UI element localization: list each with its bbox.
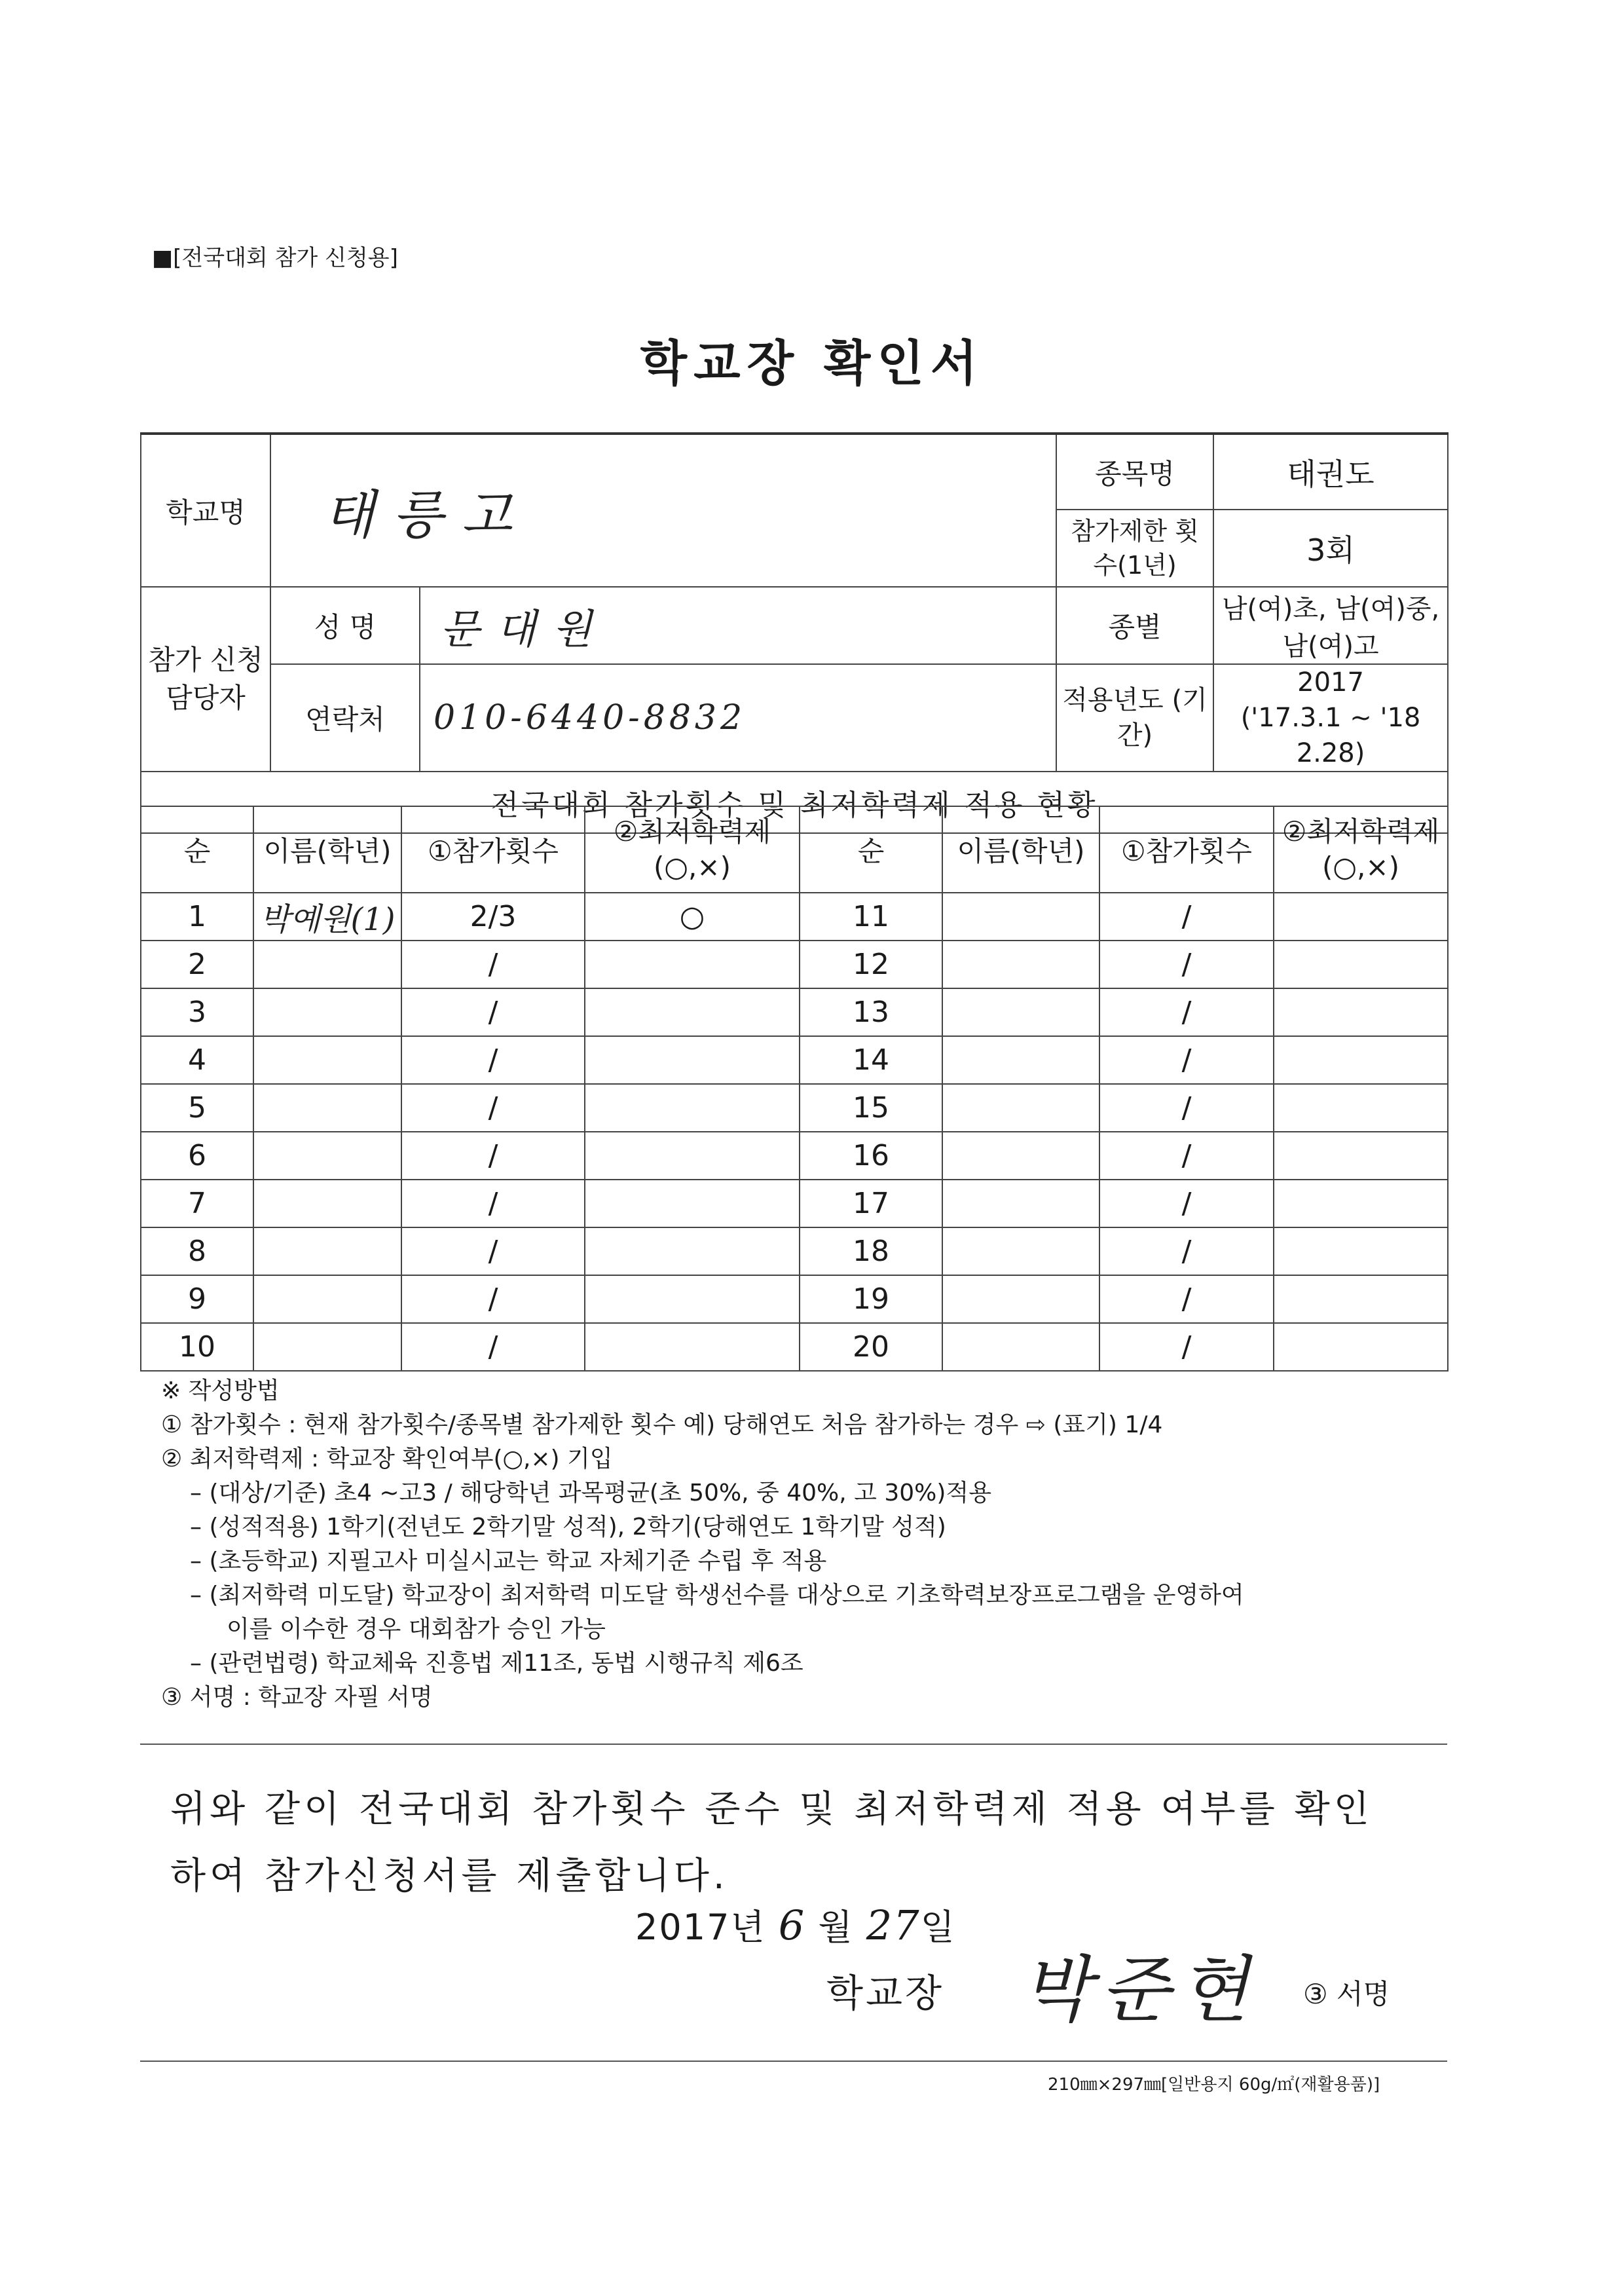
apply-period-value: ('17.3.1 ~ '18 2.28) — [1240, 703, 1421, 768]
note-2-sub-1: – (대상/기준) 초4 ~고3 / 해당학년 과목평균(초 50%, 중 40%, 고 30%)적용 — [190, 1480, 991, 1506]
row-name — [253, 1036, 401, 1084]
row-participation-count: / — [401, 1323, 585, 1371]
row-min-grade — [1274, 941, 1448, 988]
row-number: 4 — [141, 1036, 253, 1084]
row-name — [253, 1227, 401, 1275]
row-min-grade — [1274, 1180, 1448, 1227]
row-min-grade — [1274, 1132, 1448, 1180]
date-month-handwritten: 6 — [778, 1901, 806, 1949]
table-row — [141, 1132, 1448, 1180]
note-2: ② 최저학력제 : 학교장 확인여부(○,×) 기입 — [161, 1446, 613, 1472]
row-name — [253, 1323, 401, 1371]
confirmation-statement — [170, 1776, 1434, 1910]
participation-table — [140, 806, 1449, 1371]
row-min-grade — [1274, 1227, 1448, 1275]
note-2-sub-5: – (관련법령) 학교체육 진흥법 제11조, 동법 시행규칙 제6조 — [190, 1650, 803, 1677]
row-name — [942, 1275, 1099, 1323]
application-form — [140, 432, 1449, 834]
applicant-name-label: 성 명 — [270, 587, 420, 664]
row-number: 18 — [800, 1227, 942, 1275]
table-row — [141, 988, 1448, 1036]
col-header-count: ①참가횟수 — [1099, 806, 1274, 893]
row-number: 6 — [141, 1132, 253, 1180]
applicant-contact-label: 연락처 — [270, 664, 420, 772]
row-min-grade — [1274, 988, 1448, 1036]
apply-year-cell — [1213, 664, 1448, 772]
school-name-value: 태릉고 — [270, 434, 1056, 587]
row-participation-count: / — [1099, 1180, 1274, 1227]
row-participation-count: / — [401, 1036, 585, 1084]
note-2-sub-4: – (최저학력 미도달) 학교장이 최저학력 미도달 학생선수를 대상으로 기초학력보장프로그램을 운영하여 — [190, 1582, 1244, 1609]
row-name — [942, 1132, 1099, 1180]
row-min-grade — [585, 1132, 800, 1180]
row-min-grade — [585, 941, 800, 988]
row-name — [942, 988, 1099, 1036]
table-row — [141, 1323, 1448, 1371]
paper-spec-footer: 210㎜×297㎜[일반용지 60g/㎡(재활용품)] — [1048, 2075, 1380, 2095]
table-row — [141, 1036, 1448, 1084]
row-name — [253, 988, 401, 1036]
row-number: 13 — [800, 988, 942, 1036]
form-tag: ■[전국대회 참가 신청용] — [152, 245, 398, 271]
table-row — [141, 1084, 1448, 1132]
row-participation-count: / — [1099, 893, 1274, 941]
row-min-grade — [585, 1227, 800, 1275]
note-3: ③ 서명 : 학교장 자필 서명 — [161, 1684, 433, 1711]
divider — [140, 1744, 1447, 1745]
row-min-grade — [585, 1275, 800, 1323]
applicant-name-value: 문대원 — [420, 587, 1056, 664]
row-participation-count: / — [1099, 941, 1274, 988]
row-participation-count: 2/3 — [401, 893, 585, 941]
signing-date — [635, 1899, 956, 1950]
applicant-group-label: 참가 신청 담당자 — [141, 587, 270, 772]
date-year: 2017년 — [635, 1907, 766, 1948]
row-participation-count: / — [1099, 1084, 1274, 1132]
row-number: 11 — [800, 893, 942, 941]
section-title: 전국대회 참가횟수 및 최저학력제 적용 현황 — [141, 772, 1448, 833]
participation-limit-value: 3회 — [1213, 510, 1448, 587]
row-min-grade — [1274, 1323, 1448, 1371]
event-label: 종목명 — [1056, 434, 1213, 510]
row-name — [942, 1180, 1099, 1227]
row-number: 12 — [800, 941, 942, 988]
row-min-grade — [585, 1084, 800, 1132]
date-day-label: 일 — [920, 1907, 956, 1948]
row-participation-count: / — [401, 941, 585, 988]
writing-instructions — [161, 1374, 1445, 1715]
row-number: 8 — [141, 1227, 253, 1275]
col-header-min-grade: ②최저학력제 (○,×) — [585, 806, 800, 893]
note-2-sub-3: – (초등학교) 지필고사 미실시교는 학교 자체기준 수립 후 적용 — [190, 1548, 827, 1575]
row-participation-count: / — [401, 1084, 585, 1132]
row-participation-count: / — [1099, 988, 1274, 1036]
row-number: 5 — [141, 1084, 253, 1132]
row-number: 14 — [800, 1036, 942, 1084]
signature-label: ③ 서명 — [1303, 1978, 1390, 2010]
row-name — [253, 1275, 401, 1323]
row-min-grade — [1274, 1275, 1448, 1323]
principal-label: 학교장 — [826, 1971, 945, 2015]
participation-table-body — [141, 893, 1448, 1371]
row-number: 20 — [800, 1323, 942, 1371]
participation-limit-label: 참가제한 횟수(1년) — [1056, 510, 1213, 587]
row-min-grade — [585, 1323, 800, 1371]
row-min-grade — [585, 1180, 800, 1227]
date-day-handwritten: 27 — [866, 1901, 921, 1949]
apply-year-value: 2017 — [1297, 667, 1364, 698]
row-name — [942, 1227, 1099, 1275]
note-1: ① 참가횟수 : 현재 참가횟수/종목별 참가제한 횟수 예) 당해연도 처음 참가하는 경우 ⇨ (표기) 1/4 — [161, 1411, 1163, 1438]
row-min-grade: ○ — [585, 893, 800, 941]
table-row — [141, 1180, 1448, 1227]
col-header-name: 이름(학년) — [253, 806, 401, 893]
row-number: 19 — [800, 1275, 942, 1323]
col-header-no: 순 — [141, 806, 253, 893]
col-header-name: 이름(학년) — [942, 806, 1099, 893]
table-row — [141, 1227, 1448, 1275]
row-min-grade — [585, 988, 800, 1036]
row-participation-count: / — [401, 988, 585, 1036]
page-title: 학교장 확인서 — [640, 335, 984, 392]
row-name — [942, 893, 1099, 941]
row-name — [942, 1084, 1099, 1132]
col-header-no: 순 — [800, 806, 942, 893]
row-number: 16 — [800, 1132, 942, 1180]
row-min-grade — [1274, 1036, 1448, 1084]
statement-line-1: 위와 같이 전국대회 참가횟수 준수 및 최저학력제 적용 여부를 확인 — [170, 1788, 1373, 1831]
row-number: 2 — [141, 941, 253, 988]
row-number: 10 — [141, 1323, 253, 1371]
applicant-contact-value: 010-6440-8832 — [420, 664, 1056, 772]
row-name — [253, 941, 401, 988]
row-name: 박예원(1) — [253, 893, 401, 941]
table-row — [141, 941, 1448, 988]
school-label: 학교명 — [141, 434, 270, 587]
row-min-grade — [1274, 893, 1448, 941]
row-number: 1 — [141, 893, 253, 941]
row-name — [942, 941, 1099, 988]
table-row — [141, 893, 1448, 941]
footer-divider — [140, 2061, 1447, 2062]
row-participation-count: / — [401, 1227, 585, 1275]
row-number: 17 — [800, 1180, 942, 1227]
table-row — [141, 1275, 1448, 1323]
category-label: 종별 — [1056, 587, 1213, 664]
row-participation-count: / — [1099, 1323, 1274, 1371]
row-participation-count: / — [401, 1180, 585, 1227]
principal-signature: 박준현 — [1022, 1948, 1258, 2032]
notes-heading: ※ 작성방법 — [161, 1377, 280, 1404]
category-value: 남(여)초, 남(여)중, 남(여)고 — [1213, 587, 1448, 664]
row-participation-count: / — [401, 1132, 585, 1180]
row-number: 9 — [141, 1275, 253, 1323]
row-participation-count: / — [1099, 1132, 1274, 1180]
event-value: 태권도 — [1213, 434, 1448, 510]
row-name — [942, 1036, 1099, 1084]
row-min-grade — [1274, 1084, 1448, 1132]
date-month-label: 월 — [818, 1907, 854, 1948]
statement-line-2: 하여 참가신청서를 제출합니다. — [170, 1855, 729, 1897]
row-min-grade — [585, 1036, 800, 1084]
note-2-sub-4-cont: 이를 이수한 경우 대회참가 승인 가능 — [227, 1616, 606, 1643]
row-participation-count: / — [1099, 1227, 1274, 1275]
col-header-count: ①참가횟수 — [401, 806, 585, 893]
row-participation-count: / — [401, 1275, 585, 1323]
row-name — [253, 1084, 401, 1132]
row-number: 7 — [141, 1180, 253, 1227]
row-number: 15 — [800, 1084, 942, 1132]
note-2-sub-2: – (성적적용) 1학기(전년도 2학기말 성적), 2학기(당해연도 1학기말 성적) — [190, 1514, 946, 1540]
apply-year-label: 적용년도 (기간) — [1056, 664, 1213, 772]
col-header-min-grade: ②최저학력제 (○,×) — [1274, 806, 1448, 893]
row-participation-count: / — [1099, 1036, 1274, 1084]
row-name — [942, 1323, 1099, 1371]
row-name — [253, 1180, 401, 1227]
row-number: 3 — [141, 988, 253, 1036]
row-participation-count: / — [1099, 1275, 1274, 1323]
row-name — [253, 1132, 401, 1180]
